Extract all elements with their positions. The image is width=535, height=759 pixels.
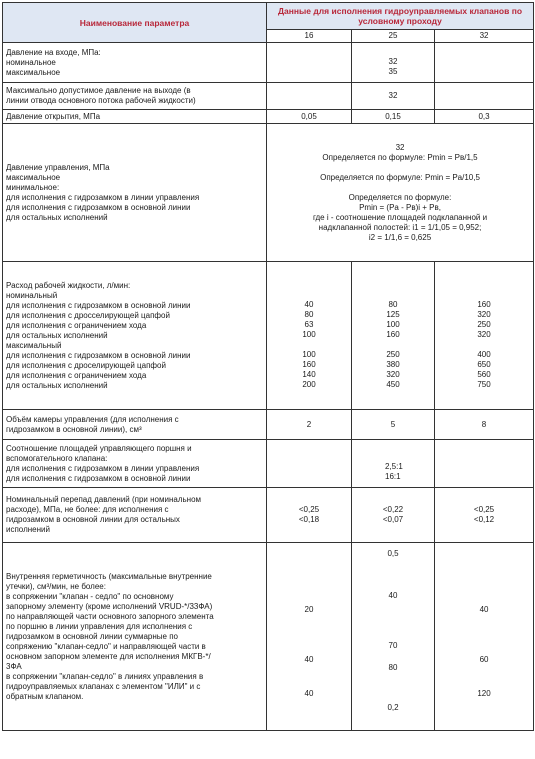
parameters-table: [2, 2, 534, 731]
ratio-label: Соотношение площадей управляющего поршня и вспомогательного клапана: для исполнения с гидрозамком в линии управления для исполнения с гидрозамком в основной линии: [3, 440, 267, 488]
size-16: 16: [267, 30, 352, 43]
row-inlet: [3, 43, 534, 83]
row-ratio: [3, 440, 534, 488]
dp-25: <0,22 <0,07: [352, 488, 435, 543]
flow-32: 160 320 250 320 400 650 560 750: [435, 262, 534, 410]
leak-32: 40 60 120: [435, 543, 534, 731]
row-flow: [3, 262, 534, 410]
inlet-values: 32 35: [352, 43, 435, 83]
opening-25: 0,15: [352, 110, 435, 124]
outlet-value: 32: [352, 83, 435, 110]
row-opening: [3, 110, 534, 124]
row-volume: [3, 410, 534, 440]
ratio-values: 2,5:1 16:1: [352, 440, 435, 488]
flow-16: 40 80 63 100 100 160 140 200: [267, 262, 352, 410]
row-leak: [3, 543, 534, 731]
opening-32: 0,3: [435, 110, 534, 124]
row-dp: [3, 488, 534, 543]
leak-25: 0,5 40 70 80 0,2: [352, 543, 435, 731]
dp-32: <0,25 <0,12: [435, 488, 534, 543]
outlet-label: Максимально допустимое давление на выходе (в линии отвода основного потока рабочей жидкости): [3, 83, 267, 110]
leak-16: 20 40 40: [267, 543, 352, 731]
dp-label: Номинальный перепад давлений (при номинальном расходе), МПа, не более: для исполнения с гидрозамком в основной линии для остальных исполнений: [3, 488, 267, 543]
flow-label: Расход рабочей жидкости, л/мин: номинальный для исполнения с гидрозамком в основной линии для исполнения с дросселирующей цапфой для исполнения с ограничением хода для остальных исполнений максимальный для исполнения с гидрозамком в основной линии для исполнения с дроселирующей цапфой для исполнения с ограничением хода для остальных исполнений: [3, 262, 267, 410]
row-control: [3, 124, 534, 262]
flow-25: 80 125 100 160 250 380 320 450: [352, 262, 435, 410]
opening-label: Давление открытия, МПа: [3, 110, 267, 124]
control-values: 32 Определяется по формуле: Pmin = Pв/1,5 Определяется по формуле: Pmin = Pa/10,5 Определяется по формуле: Pmin = (Pa - Pв)i + Pв, где i - соотношение площадей подклапанной и надклапанной полостей: i1 = 1/1,05 = 0,952; i2 = 1/1,6 = 0,625: [267, 124, 534, 262]
volume-32: 8: [435, 410, 534, 440]
header-data: Данные для исполнения гидроуправляемых клапанов по условному проходу: [267, 3, 534, 30]
control-label: Давление управления, МПа максимальное минимальное: для исполнения с гидрозамком в линии управления для исполнения с гидрозамком в основной линии для остальных исполнений: [3, 124, 267, 262]
dp-16: <0,25 <0,18: [267, 488, 352, 543]
inlet-label: Давление на входе, МПа: номинальное максимальное: [3, 43, 267, 83]
header-param: Наименование параметра: [3, 3, 267, 43]
size-25: 25: [352, 30, 435, 43]
volume-label: Объём камеры управления (для исполнения с гидрозамком в основной линии), см³: [3, 410, 267, 440]
row-outlet: [3, 83, 534, 110]
size-32: 32: [435, 30, 534, 43]
volume-25: 5: [352, 410, 435, 440]
leak-label: Внутренняя герметичность (максимальные внутренние утечки), см³/мин, не более: в сопряжении "клапан - седло" по основному запорному элементу (кроме исполнений VRUD-*/33ФА) по направляющей части основного запорного элемента по поршню в линии управления для исполнения с гидрозамком в основной линии суммарные по сопряжению "клапан-седло" и направляющей части в основном запорном элементе для исполнения МКГВ-*/ 3ФА в сопряжении "клапан-седло" в линиях управления в гидроуправляемых клапанах с элементом "ИЛИ" и с обратным клапаном.: [3, 543, 267, 731]
volume-16: 2: [267, 410, 352, 440]
opening-16: 0,05: [267, 110, 352, 124]
